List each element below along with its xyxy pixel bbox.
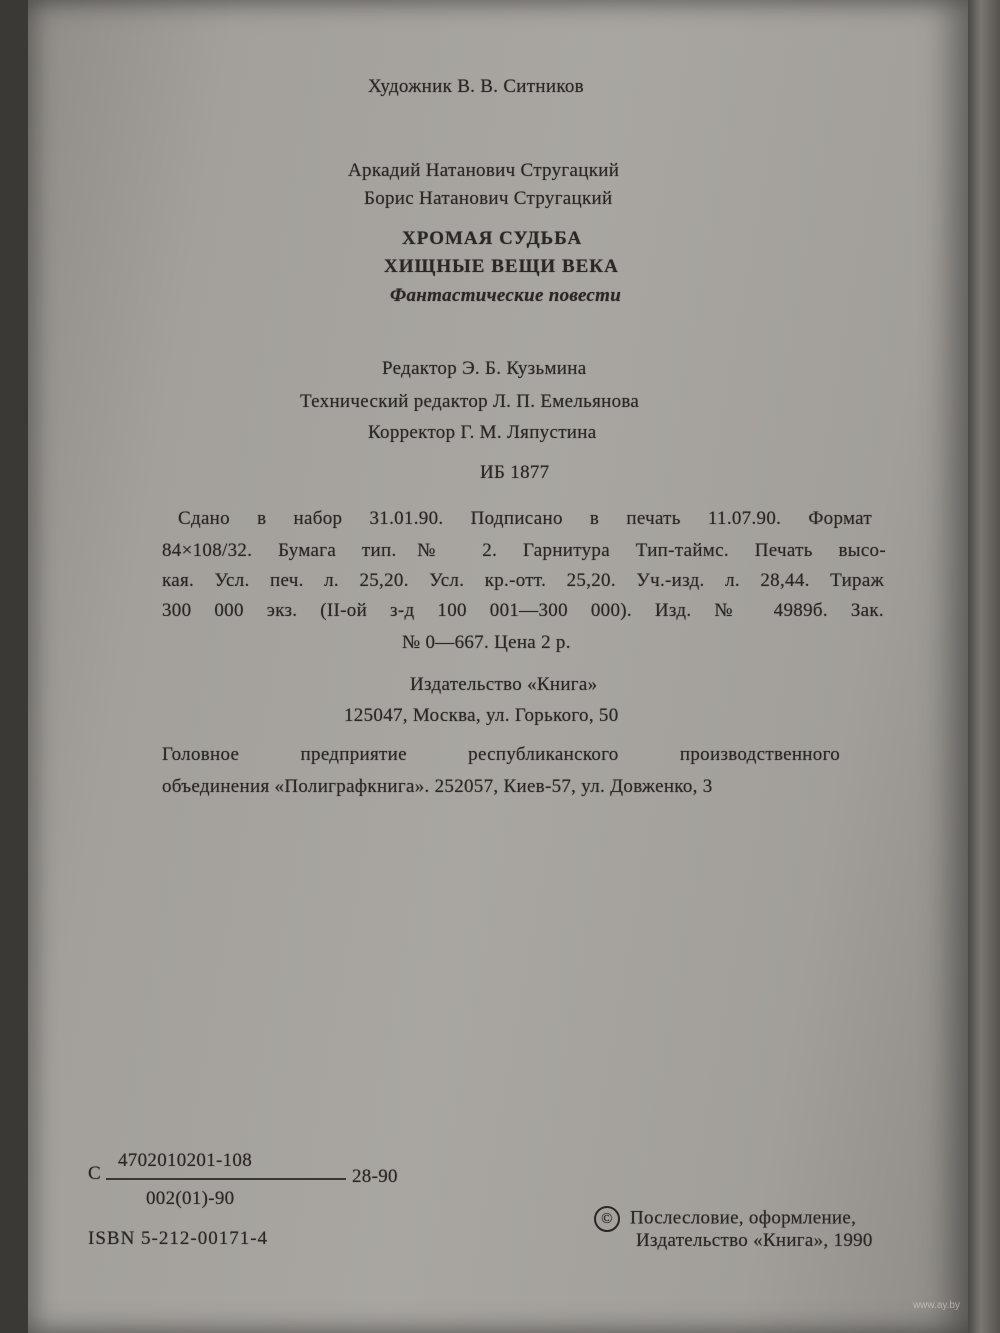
code-letter: С	[88, 1163, 101, 1184]
title-2: ХИЩНЫЕ ВЕЩИ ВЕКА	[384, 256, 619, 277]
title-1: ХРОМАЯ СУДЬБА	[402, 228, 583, 249]
tech-editor: Технический редактор Л. П. Емельянова	[300, 391, 640, 412]
imprint-line-3: кая. Усл. печ. л. 25,20. Усл. кр.-отт. 25,20. Уч.-изд. л. 28,44. Тираж	[162, 570, 884, 591]
publisher-address: 125047, Москва, ул. Горького, 50	[344, 705, 619, 726]
copyright-line-2: Издательство «Книга», 1990	[636, 1230, 873, 1251]
code-denominator: 002(01)-90	[146, 1188, 235, 1209]
author-2: Борис Натанович Стругацкий	[364, 188, 613, 209]
ib-number: ИБ 1877	[480, 462, 550, 483]
subtitle: Фантастические повести	[390, 285, 622, 306]
isbn: ISBN 5-212-00171-4	[88, 1228, 269, 1249]
proofreader: Корректор Г. М. Ляпустина	[368, 422, 597, 443]
copyright-line-1	[594, 1206, 856, 1232]
publisher-name: Издательство «Книга»	[410, 674, 598, 695]
code-fraction-line	[106, 1178, 346, 1180]
code-suffix: 28-90	[352, 1166, 398, 1187]
imprint-line-5: № 0—667. Цена 2 р.	[402, 632, 571, 653]
printer-line-1: Головное предприятие республиканского производственного	[162, 744, 840, 765]
watermark: www.ay.by	[912, 1300, 960, 1311]
code-numerator: 4702010201-108	[118, 1150, 253, 1171]
copyright-icon: ©	[594, 1206, 620, 1232]
imprint-line-4: 300 000 экз. (II-ой з-д 100 001—300 000). Изд. № 4989б. Зак.	[162, 600, 884, 621]
copyright-text-1: Послесловие, оформление,	[630, 1207, 857, 1229]
printer-line-2: объединения «Полиграфкнига». 252057, Киев-57, ул. Довженко, 3	[162, 776, 713, 797]
imprint-line-2: 84×108/32. Бумага тип.№ 2. Гарнитура Тип-таймс. Печать высо-	[162, 540, 886, 561]
author-1: Аркадий Натанович Стругацкий	[348, 160, 620, 181]
page-edge	[968, 0, 1000, 1333]
editor: Редактор Э. Б. Кузьмина	[382, 358, 587, 379]
imprint-line-1: Сдано в набор 31.01.90. Подписано в печать 11.07.90. Формат	[178, 508, 872, 529]
artist-credit: Художник В. В. Ситников	[368, 76, 584, 97]
